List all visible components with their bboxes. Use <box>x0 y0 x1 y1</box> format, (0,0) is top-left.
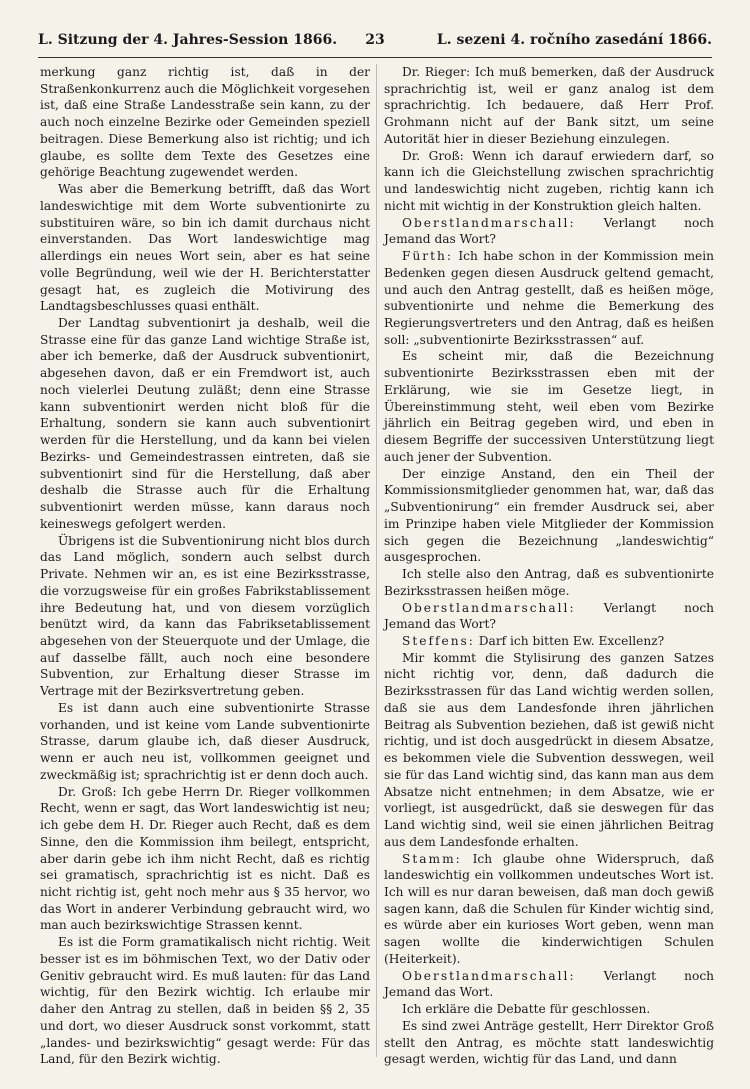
paragraph-text: merkung ganz richtig ist, daß in der Straßenkonkurrenz auch die Möglichkeit vorgesehen ist, daß eine Straße Landesstraße sein kann, zu der auch noch einzelne Bezirke oder Gemeinden speziell beitragen. Diese Bemerkung also ist richtig; und ich glaube, es sollte dem Texte des Gesetzes eine gehörige Beachtung zugewendet werden. <box>40 65 370 180</box>
paragraph <box>384 1001 714 1018</box>
paragraph <box>40 315 370 533</box>
paragraph-text: Ich stelle also den Antrag, daß es subventionirte Bezirksstrassen heißen möge. <box>384 567 714 598</box>
paragraph <box>384 248 714 348</box>
paragraph <box>384 348 714 465</box>
speaker-name: Stamm: <box>402 851 462 866</box>
paragraph-text: Der Landtag subventionirt ja deshalb, weil die Strasse eine für das ganze Land wichtige Straße ist, aber ich bemerke, daß der Ausdruck subventionirt, abgesehen davon, daß er ein Fremdwort ist, auch noch vielerlei Deutung zuläßt; denn eine Strasse kann subventionirt werden nicht bloß für die Erhaltung, sondern sie kann auch subventionirt werden für die Herstellung, und da kann bei vielen Bezirks- und Gemeindestrassen eintreten, daß sie subventionirt sind für die Herstellung, daß aber deshalb die Strasse auch für die Erhaltung subventionirt werden müsse, kann daraus noch keineswegs gefolgert werden. <box>40 316 370 531</box>
paragraph-text: Ich muß bemerken, daß der Ausdruck sprachrichtig ist, weil er ganz analog ist dem sprachrichtig. Ich bedauere, daß Herr Prof. Grohmann nicht auf der Bank sitzt, um seine Autorität hier in dieser Beziehung einzulegen. <box>384 65 714 146</box>
paragraph-text: Mir kommt die Stylisirung des ganzen Satzes nicht richtig vor, denn, daß dadurch die Bezirksstrassen für das Land wichtig werden sollen, daß sie aus dem Landesfonde ihren jährlichen Beitrag als Subvention beziehen, daß ist gewiß nicht richtig, und ist doch ausgedrückt in diesem Absatze, es bekommen viele die Subvention desswegen, weil sie für das Land wichtig sind, das kann man aus dem Absatze nicht entnehmen; in dem Absatze, wie er vorliegt, ist ausgedrückt, daß sie deswegen für das Land wichtig sind, weil sie einen jährlichen Beitrag aus dem Landesfonde erhalten. <box>384 650 714 849</box>
paragraph-text: Was aber die Bemerkung betrifft, daß das Wort landeswichtige mit dem Worte subventionirte zu substituiren wäre, so bin ich damit durchaus nicht einverstanden. Das Wort landeswichtige mag allerdings ein neues Wort sein, aber es hat seine volle Begründung, weil wie der H. Berichterstatter gesagt hat, es zugleich die Motivirung des Landtagsbeschlusses quasi enthält. <box>40 182 370 314</box>
page-number: 23 <box>365 32 385 48</box>
paragraph <box>40 181 370 315</box>
paragraph <box>40 934 370 1068</box>
speaker-name: Oberstlandmarschall: <box>402 968 576 983</box>
paragraph <box>384 566 714 599</box>
paragraph-text: Verlangt noch Jemand das Wort. <box>384 968 714 1000</box>
paragraph <box>40 64 370 181</box>
speaker-name: Oberstlandmarschall: <box>402 215 576 230</box>
paragraph-text: Darf ich bitten Ew. Excellenz? <box>478 633 665 648</box>
right-column <box>384 64 714 1068</box>
speaker-name: Dr. Groß: <box>402 148 464 163</box>
paragraph-text: Ich gebe Herrn Dr. Rieger vollkommen Recht, wenn er sagt, das Wort landeswichtig ist neu; ich gebe dem H. Dr. Rieger auch Recht, daß es dem Sinne, den die Kommission ihm beilegt, entspricht, aber darin gebe ich ihm nicht Recht, daß es richtig sei gramatisch, sprachrichtig ist es nicht. Daß es nicht richtig ist, geht noch mehr aus § 35 hervor, wo das Wort in anderer Verbindung gebraucht wird, wo man auch bezirkswichtige Strassen kennt. <box>40 784 371 933</box>
paragraph <box>384 968 714 1001</box>
paragraph-text: Übrigens ist die Subventionirung nicht blos durch das Land möglich, sondern auch selbst durch Private. Nehmen wir an, es ist eine Bezirksstrasse, die vorzugsweise für ein großes Fabrikstablissement ihre Bedeutung hat, und von diesem vorzüglich benützt wird, da kann das Fabriksetablissement abgesehen von der Steuerquote und der Umlage, die auf dasselbe fällt, auch noch eine besondere Subvention, zur Erhaltung dieser Strasse im Vertrage mit der Bezirksvertretung geben. <box>40 533 370 699</box>
speaker-name: Dr. Groß: <box>58 784 117 799</box>
paragraph-text: Es sind zwei Anträge gestellt, Herr Direktor Groß stellt den Antrag, es möchte statt landeswichtig gesagt werden, wichtig für das Land, und dann <box>384 1018 714 1067</box>
speaker-name: Fürth: <box>402 249 453 264</box>
column-divider <box>376 64 377 1057</box>
header-left-title: L. Sitzung der 4. Jahres-Session 1866. <box>38 32 338 48</box>
paragraph-text: Verlangt noch Jemand das Wort? <box>384 600 714 632</box>
paragraph-text: Es ist die Form gramatikalisch nicht richtig. Weit besser ist es im böhmischen Text, wo der Dativ oder Genitiv gebraucht wird. Es muß lauten: für das Land wichtig, für den Bezirk wichtig. Ich erlaube mir daher den Antrag zu stellen, daß in beiden §§ 2, 35 und dort, wo dieser Ausdruck sonst vorkommt, statt „landes- und bezirkswichtig“ gesagt werde: Für das Land, für den Bezirk wichtig. <box>40 935 370 1067</box>
paragraph <box>40 700 370 784</box>
paragraph <box>384 650 714 851</box>
paragraph-text: Es scheint mir, daß die Bezeichnung subventionirte Bezirksstrassen eben mit der Erklärung, wie sie im Gesetze liegt, in Übereinstimmung steht, weil eben vom Bezirke jährlich ein Beitrag gegeben wird, und eben in diesem Begriffe der successiven Unterstützung liegt auch jener der Subvention. <box>384 349 714 464</box>
paragraph <box>40 533 370 700</box>
paragraph <box>384 466 714 566</box>
page-header <box>38 32 712 54</box>
paragraph <box>384 600 714 633</box>
speaker-name: Steffens: <box>402 633 475 648</box>
paragraph-text: Ich habe schon in der Kommission mein Bedenken gegen diesen Ausdruck geltend gemacht, und auch den Antrag gestellt, daß es heißen möge, subventionirte und nehme die Bemerkung des Regierungsvertreters und den Antrag, daß es heißen soll: „subventionirte Bezirksstrassen“ auf. <box>384 249 715 347</box>
header-right-title: L. sezeni 4. ročního zasedání 1866. <box>436 32 712 48</box>
paragraph <box>384 215 714 248</box>
paragraph-text: Ich glaube ohne Widerspruch, daß landeswichtig ein vollkommen undeutsches Wort ist. Ich will es nur daran beweisen, daß man doch gewiß sagen kann, daß die Schulen für Kinder wichtig sind, es würde aber ein kurioses Wort geben, wenn man sagen wollte die kinderwichtigen Schulen (Heiterkeit). <box>384 851 715 966</box>
paragraph-text: Verlangt noch Jemand das Wort? <box>384 215 714 247</box>
header-rule <box>38 57 712 58</box>
paragraph-text: Es ist dann auch eine subventionirte Strasse vorhanden, und ist keine vom Lande subventionirte Strasse, darum glaube ich, daß dieser Ausdruck, wenn er auch neu ist, vollkommen geeignet und zweckmäßig ist; sprachrichtig ist er denn doch auch. <box>40 700 370 782</box>
paragraph-text: Ich erkläre die Debatte für geschlossen. <box>402 1002 651 1017</box>
paragraph-text: Wenn ich darauf erwiedern darf, so kann ich die Gleichstellung zwischen sprachrichtig und landeswichtig nicht zugeben, richtig kann ich nicht mit wichtig in der Konstruktion gleich halten. <box>384 148 714 213</box>
speaker-name: Dr. Rieger: <box>402 65 471 79</box>
speaker-name: Oberstlandmarschall: <box>402 600 576 615</box>
paragraph-text: Der einzige Anstand, den ein Theil der Kommissionsmitglieder genommen hat, war, daß das „Subventionirung“ ein fremder Ausdruck sei, aber im Prinzipe haben viele Mitglieder der Kommission sich gegen die Bezeichnung „landeswichtig“ ausgesprochen. <box>384 466 714 565</box>
left-column <box>40 64 370 1068</box>
paragraph <box>384 851 714 968</box>
paragraph <box>384 64 714 148</box>
paragraph <box>40 784 370 935</box>
paragraph <box>384 148 714 215</box>
paragraph <box>384 633 714 650</box>
paragraph <box>384 1018 714 1068</box>
